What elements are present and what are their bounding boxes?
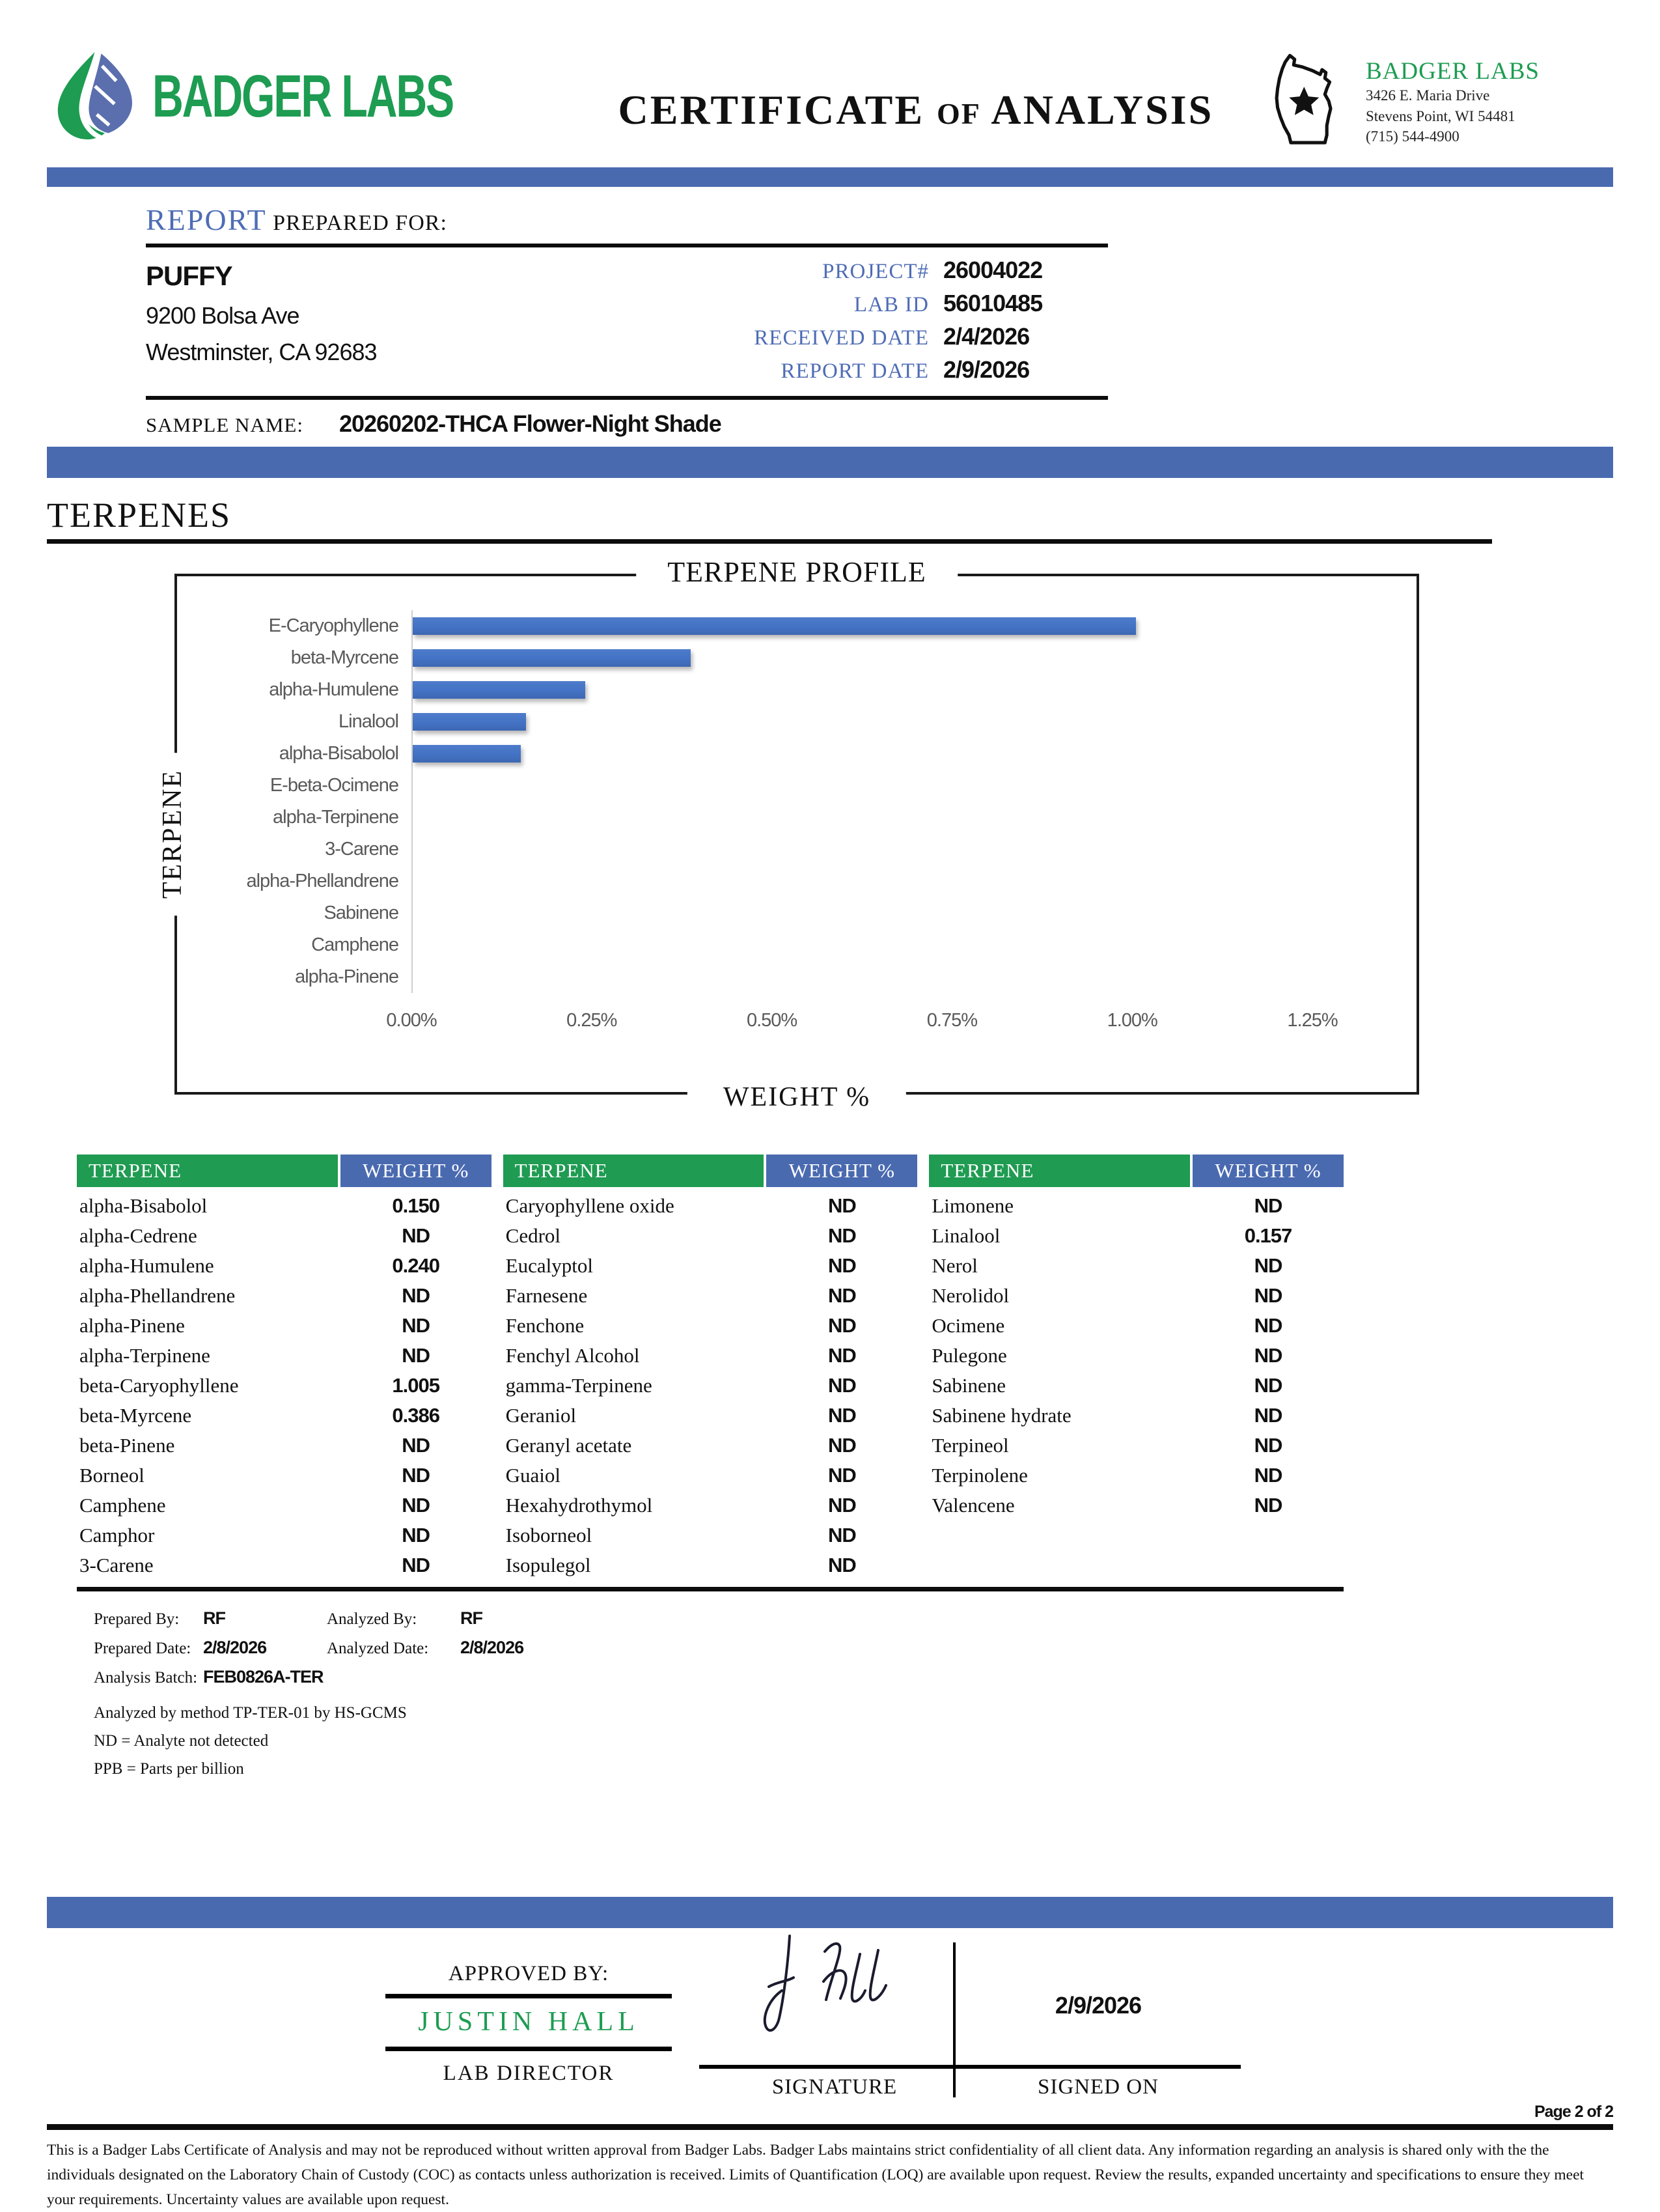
terpene-value: ND <box>402 1344 430 1367</box>
terpene-value: ND <box>827 1344 856 1367</box>
chart-bar-row <box>197 833 1312 865</box>
signature-divider-line <box>953 1942 956 2097</box>
terpene-name: Nerol <box>932 1254 978 1277</box>
terpene-name: Cedrol <box>505 1224 561 1247</box>
table-row <box>929 1311 1344 1341</box>
client-address-line1: 9200 Bolsa Ave <box>146 302 299 329</box>
lab-address-line1: 3426 E. Maria Drive <box>1366 87 1490 104</box>
chart-bar-row <box>197 802 1312 833</box>
chart-category-label: alpha-Bisabolol <box>279 743 398 764</box>
analyzed-date-label: Analyzed Date: <box>327 1640 429 1657</box>
x-axis-tick-label: 0.00% <box>386 1010 437 1031</box>
table-row <box>77 1431 491 1461</box>
terpene-name: Eucalyptol <box>505 1254 593 1277</box>
approved-by-block <box>385 1962 672 2086</box>
disclaimer-text: This is a Badger Labs Certificate of Analysis and may not be reproduced without written approval from Badger Labs. Badger Labs maintains strict confidentiality of all client data. Any information regarding an analysis is shared only with the the individuals designated on the Laboratory Chain of Custody (COC) as contacts unless authorization is received. Limits of Quantification (LOQ) are available upon request. Review the results, expanded uncertainty and specifications to ensure they meet your requirements. Uncertainty values are available upon request. <box>47 2142 1584 2209</box>
chart-bar-row <box>197 929 1312 961</box>
terpene-name: beta-Caryophyllene <box>79 1374 239 1397</box>
divider-bar-top <box>47 167 1613 187</box>
signature-image <box>727 1927 942 2067</box>
table-row <box>929 1191 1344 1221</box>
signed-on-label: SIGNED ON <box>1038 2075 1159 2099</box>
prepared-date-value: 2/8/2026 <box>203 1638 267 1657</box>
terpene-name: alpha-Bisabolol <box>79 1194 208 1217</box>
client-block <box>146 257 678 389</box>
divider-bar-section <box>47 447 1613 478</box>
terpene-results-table <box>77 1155 1344 1580</box>
terpene-name: Caryophyllene oxide <box>505 1194 674 1217</box>
terpene-value: ND <box>1254 1194 1282 1217</box>
chart-bar-track <box>411 706 1312 738</box>
chart-bar-row <box>197 706 1312 738</box>
chart-bar-track <box>411 929 1312 961</box>
client-name: PUFFY <box>146 260 232 291</box>
chart-bar-track <box>411 865 1312 897</box>
report-meta <box>678 257 1108 389</box>
sample-name-row <box>146 410 1108 438</box>
chart-bar-track <box>411 961 1312 993</box>
table-row <box>929 1221 1344 1251</box>
chart-bar-row <box>197 738 1312 770</box>
chart-bar-track <box>411 802 1312 833</box>
analysis-batch-value: FEB0826A-TER <box>203 1667 324 1687</box>
page-number: Page 2 of 2 <box>1534 2103 1613 2121</box>
prepared-by-value: RF <box>203 1608 225 1628</box>
x-axis-tick-label: 0.50% <box>746 1010 797 1031</box>
analyzed-by-value: RF <box>460 1608 482 1628</box>
table-row <box>77 1221 491 1251</box>
signature-line <box>699 2065 1241 2069</box>
terpene-value: ND <box>402 1524 430 1547</box>
lab-address-line2: Stevens Point, WI 54481 <box>1366 107 1515 124</box>
terpene-name: Fenchone <box>505 1314 585 1337</box>
terpene-value: ND <box>1254 1284 1282 1307</box>
chart-bar-track <box>411 833 1312 865</box>
table-row <box>77 1281 491 1311</box>
approver-name: JUSTIN HALL <box>385 1998 672 2051</box>
horizontal-rule <box>146 396 1108 400</box>
chart-bar-row <box>197 865 1312 897</box>
analyzed-by-label: Analyzed By: <box>327 1610 417 1628</box>
chart-x-ticks <box>386 1010 1338 1039</box>
terpene-name: Farnesene <box>505 1284 588 1307</box>
terpene-value: ND <box>402 1434 430 1457</box>
terpene-profile-chart <box>158 556 1419 1112</box>
ppb-note: PPB = Parts per billion <box>94 1760 244 1778</box>
lab-address-block <box>1262 51 1613 158</box>
table-row <box>929 1251 1344 1281</box>
meta-row <box>678 323 1108 350</box>
terpene-name: beta-Pinene <box>79 1434 175 1457</box>
terpene-value: ND <box>827 1554 856 1576</box>
terpene-name: Fenchyl Alcohol <box>505 1344 640 1367</box>
analysis-notes <box>94 1608 1613 1778</box>
chart-bar-row <box>197 897 1312 929</box>
table-row <box>503 1311 918 1341</box>
table-row <box>77 1341 491 1371</box>
chart-bar-row <box>197 770 1312 802</box>
table-header-weight: WEIGHT % <box>340 1155 491 1187</box>
terpene-value: ND <box>1254 1344 1282 1367</box>
table-row <box>929 1371 1344 1401</box>
terpene-value: ND <box>402 1554 430 1576</box>
terpene-name: Geraniol <box>505 1404 577 1427</box>
meta-row <box>678 257 1108 284</box>
table-bottom-rule <box>77 1587 1344 1591</box>
badger-labs-logo <box>47 46 570 148</box>
analysis-batch-label: Analysis Batch: <box>94 1669 198 1687</box>
chart-y-axis-label: TERPENE <box>156 753 189 916</box>
table-row <box>929 1401 1344 1431</box>
terpene-name: Guaiol <box>505 1464 561 1487</box>
method-note: Analyzed by method TP-TER-01 by HS-GCMS <box>94 1704 407 1722</box>
chart-category-label: alpha-Phellandrene <box>246 871 398 891</box>
chart-category-label: Linalool <box>339 711 398 732</box>
terpene-value: ND <box>402 1224 430 1247</box>
sample-name-label: SAMPLE NAME: <box>146 413 303 436</box>
table-row <box>503 1191 918 1221</box>
table-row <box>503 1461 918 1491</box>
terpene-value: ND <box>827 1194 856 1217</box>
x-axis-tick-label: 1.25% <box>1287 1010 1338 1031</box>
lab-name: BADGER LABS <box>1366 58 1540 85</box>
table-row <box>503 1341 918 1371</box>
table-header-weight: WEIGHT % <box>1193 1155 1344 1187</box>
chart-plot-area <box>177 576 1417 1039</box>
chart-bar-track <box>411 674 1312 706</box>
signature-label: SIGNATURE <box>771 2075 898 2099</box>
table-row <box>503 1520 918 1550</box>
terpene-name: Sabinene hydrate <box>932 1404 1072 1427</box>
terpene-name: alpha-Cedrene <box>79 1224 197 1247</box>
meta-label: REPORT DATE <box>781 359 929 383</box>
table-column-group-1 <box>77 1155 491 1580</box>
table-column-group-2 <box>503 1155 918 1580</box>
divider-bar-footer <box>47 1897 1613 1928</box>
section-rule <box>47 539 1492 544</box>
table-row <box>77 1251 491 1281</box>
terpene-value: 1.005 <box>392 1374 439 1397</box>
terpene-name: Terpineol <box>932 1434 1009 1457</box>
chart-bar-track <box>411 770 1312 802</box>
meta-label: PROJECT# <box>822 260 929 283</box>
x-axis-tick-label: 0.75% <box>926 1010 978 1031</box>
chart-x-axis-label: WEIGHT % <box>687 1082 906 1113</box>
chart-category-label: Camphene <box>311 934 398 955</box>
terpene-name: Hexahydrothymol <box>505 1494 653 1517</box>
section-title: TERPENES <box>47 496 232 535</box>
table-row <box>77 1311 491 1341</box>
leaf-logo-icon <box>47 46 143 148</box>
terpene-value: ND <box>827 1524 856 1547</box>
terpene-value: ND <box>1254 1254 1282 1277</box>
table-header-terpene: TERPENE <box>929 1155 1190 1187</box>
terpene-value: 0.150 <box>392 1194 439 1217</box>
chart-category-label: E-Caryophyllene <box>268 615 398 636</box>
meta-value: 2/9/2026 <box>943 356 1030 383</box>
terpene-value: 0.386 <box>392 1404 439 1427</box>
chart-bar <box>413 745 521 763</box>
signed-on-date: 2/9/2026 <box>1055 1992 1142 2019</box>
x-axis-tick-label: 0.25% <box>566 1010 617 1031</box>
document-title: CERTIFICATE OF ANALYSIS <box>618 87 1214 133</box>
footer-rule <box>47 2124 1613 2130</box>
terpene-value: ND <box>1254 1374 1282 1397</box>
table-row <box>77 1550 491 1580</box>
table-row <box>929 1341 1344 1371</box>
terpene-name: Isoborneol <box>505 1524 592 1547</box>
terpene-name: gamma-Terpinene <box>505 1374 652 1397</box>
approved-by-label: APPROVED BY: <box>385 1962 672 1998</box>
chart-title: TERPENE PROFILE <box>636 555 958 589</box>
terpene-name: Linalool <box>932 1224 1001 1247</box>
client-address-line2: Westminster, CA 92683 <box>146 339 377 365</box>
chart-bar-row <box>197 674 1312 706</box>
terpene-name: Camphene <box>79 1494 166 1517</box>
terpene-value: 0.240 <box>392 1254 439 1277</box>
table-row <box>77 1191 491 1221</box>
terpene-value: ND <box>827 1434 856 1457</box>
table-row <box>503 1221 918 1251</box>
chart-bar <box>413 713 526 731</box>
terpene-name: 3-Carene <box>79 1554 154 1576</box>
meta-value: 2/4/2026 <box>943 323 1030 350</box>
table-row <box>77 1491 491 1520</box>
logo-wordmark: BADGER LABS <box>152 63 454 130</box>
terpene-name: alpha-Terpinene <box>79 1344 210 1367</box>
terpene-name: Ocimene <box>932 1314 1005 1337</box>
table-row <box>77 1401 491 1431</box>
terpene-name: Valencene <box>932 1494 1015 1517</box>
chart-bar-row <box>197 642 1312 674</box>
terpene-value: 0.157 <box>1244 1224 1292 1247</box>
terpene-name: Limonene <box>932 1194 1014 1217</box>
meta-value: 26004022 <box>943 257 1043 283</box>
table-column-group-3 <box>929 1155 1344 1520</box>
terpene-name: Camphor <box>79 1524 155 1547</box>
chart-axis-ticks-row <box>197 1010 1338 1039</box>
table-row <box>929 1431 1344 1461</box>
sample-name-value: 20260202-THCA Flower-Night Shade <box>339 410 721 437</box>
terpene-name: alpha-Phellandrene <box>79 1284 236 1307</box>
terpene-value: ND <box>827 1494 856 1517</box>
lab-phone: (715) 544-4900 <box>1366 128 1459 145</box>
terpene-value: ND <box>1254 1404 1282 1427</box>
terpene-value: ND <box>402 1494 430 1517</box>
chart-bar-track <box>411 610 1312 642</box>
terpene-value: ND <box>827 1464 856 1487</box>
meta-value: 56010485 <box>943 290 1043 316</box>
chart-bar-track <box>411 642 1312 674</box>
chart-bar-track <box>411 897 1312 929</box>
header <box>47 46 1613 158</box>
table-header-weight: WEIGHT % <box>766 1155 917 1187</box>
terpene-value: ND <box>1254 1464 1282 1487</box>
terpene-name: alpha-Humulene <box>79 1254 214 1277</box>
table-row <box>503 1550 918 1580</box>
terpene-name: alpha-Pinene <box>79 1314 185 1337</box>
meta-row <box>678 290 1108 317</box>
table-header-terpene: TERPENE <box>77 1155 338 1187</box>
terpene-value: ND <box>402 1464 430 1487</box>
chart-category-label: Sabinene <box>324 903 398 923</box>
table-row <box>929 1281 1344 1311</box>
terpene-name: Nerolidol <box>932 1284 1010 1307</box>
horizontal-rule <box>146 244 1108 247</box>
meta-label: LAB ID <box>853 293 929 316</box>
table-row <box>929 1461 1344 1491</box>
prepared-date-label: Prepared Date: <box>94 1640 191 1657</box>
chart-bar-row <box>197 610 1312 642</box>
table-row <box>503 1401 918 1431</box>
x-axis-tick-label: 1.00% <box>1107 1010 1157 1031</box>
table-row <box>77 1520 491 1550</box>
chart-bar-track <box>411 738 1312 770</box>
terpene-name: Terpinolene <box>932 1464 1028 1487</box>
wisconsin-state-icon <box>1262 51 1358 158</box>
chart-category-label: alpha-Humulene <box>269 679 398 700</box>
approver-title: LAB DIRECTOR <box>443 2062 615 2085</box>
chart-category-label: 3-Carene <box>325 839 398 860</box>
table-row <box>77 1461 491 1491</box>
terpene-value: ND <box>1254 1314 1282 1337</box>
chart-bar <box>413 617 1136 635</box>
terpene-name: Sabinene <box>932 1374 1006 1397</box>
chart-bar <box>413 649 691 667</box>
terpene-value: ND <box>1254 1494 1282 1517</box>
terpene-value: ND <box>402 1284 430 1307</box>
terpene-value: ND <box>827 1284 856 1307</box>
report-heading: REPORT PREPARED FOR: <box>146 203 447 236</box>
chart-category-label: alpha-Terpinene <box>273 807 398 828</box>
terpene-value: ND <box>402 1314 430 1337</box>
terpene-value: ND <box>827 1314 856 1337</box>
chart-category-label: alpha-Pinene <box>295 966 398 987</box>
terpene-name: Isopulegol <box>505 1554 591 1576</box>
approval-section <box>47 1928 1613 2103</box>
report-prepared-for-section <box>146 203 1108 438</box>
terpene-value: ND <box>827 1374 856 1397</box>
nd-note: ND = Analyte not detected <box>94 1732 269 1750</box>
table-header-terpene: TERPENE <box>503 1155 764 1187</box>
chart-bar <box>413 681 585 699</box>
table-row <box>77 1371 491 1401</box>
terpene-value: ND <box>827 1254 856 1277</box>
table-row <box>503 1251 918 1281</box>
terpene-value: ND <box>827 1224 856 1247</box>
terpene-name: Geranyl acetate <box>505 1434 632 1457</box>
table-row <box>929 1491 1344 1520</box>
chart-bar-row <box>197 961 1312 993</box>
chart-category-label: E-beta-Ocimene <box>270 775 398 796</box>
meta-row <box>678 356 1108 384</box>
terpene-name: Pulegone <box>932 1344 1007 1367</box>
terpene-name: beta-Myrcene <box>79 1404 192 1427</box>
prepared-by-label: Prepared By: <box>94 1610 180 1628</box>
table-row <box>503 1281 918 1311</box>
terpene-value: ND <box>827 1404 856 1427</box>
table-row <box>503 1371 918 1401</box>
chart-category-label: beta-Myrcene <box>290 647 398 668</box>
meta-label: RECEIVED DATE <box>754 326 929 350</box>
table-row <box>503 1431 918 1461</box>
analyzed-date-value: 2/8/2026 <box>460 1638 524 1657</box>
terpene-value: ND <box>1254 1434 1282 1457</box>
terpene-name: Borneol <box>79 1464 145 1487</box>
table-row <box>503 1491 918 1520</box>
